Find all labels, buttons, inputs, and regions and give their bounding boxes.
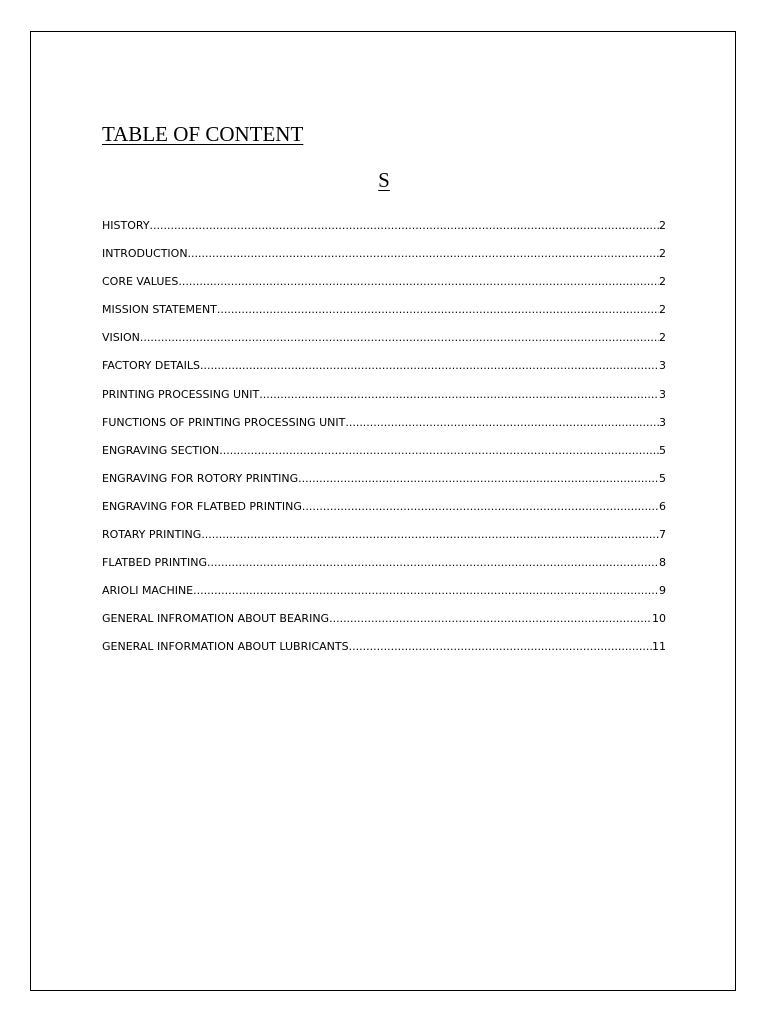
toc-entry[interactable] xyxy=(102,219,666,247)
toc-entry-label: FUNCTIONS OF PRINTING PROCESSING UNIT xyxy=(102,415,346,429)
toc-entry-label: CORE VALUES xyxy=(102,275,179,289)
toc-dot-leader xyxy=(217,303,659,316)
toc-dot-leader xyxy=(329,612,652,625)
toc-entry[interactable] xyxy=(102,556,666,584)
toc-dot-leader xyxy=(200,359,659,372)
toc-entry-label: HISTORY xyxy=(102,219,150,232)
toc-entry-page: 3 xyxy=(659,387,666,401)
toc-entry-label: FLATBED PRINTING xyxy=(102,556,208,570)
toc-entry-page: 2 xyxy=(659,247,666,261)
toc-dot-leader xyxy=(178,275,659,288)
toc-entry[interactable] xyxy=(102,247,666,275)
toc-entry-page: 11 xyxy=(652,640,666,654)
toc-entry-label: INTRODUCTION xyxy=(102,247,188,261)
table-of-contents xyxy=(102,219,666,669)
toc-entry-page: 7 xyxy=(659,528,666,542)
toc-entry[interactable] xyxy=(102,640,666,668)
page-title: TABLE OF CONTENT xyxy=(102,122,304,146)
toc-entry[interactable] xyxy=(102,331,666,359)
toc-entry[interactable] xyxy=(102,359,666,387)
toc-entry[interactable] xyxy=(102,416,666,444)
toc-entry-page: 6 xyxy=(659,499,666,513)
toc-dot-leader xyxy=(207,556,659,569)
toc-entry[interactable] xyxy=(102,612,666,640)
toc-dot-leader xyxy=(193,584,659,597)
toc-dot-leader xyxy=(201,528,659,541)
toc-dot-leader xyxy=(150,219,659,232)
toc-entry-page: 2 xyxy=(659,275,666,289)
toc-entry[interactable] xyxy=(102,275,666,303)
toc-entry-page: 2 xyxy=(659,219,666,232)
toc-dot-leader xyxy=(349,640,652,653)
toc-entry[interactable] xyxy=(102,388,666,416)
toc-entry-label: VISION xyxy=(102,331,140,345)
toc-entry[interactable] xyxy=(102,584,666,612)
toc-entry-label: PRINTING PROCESSING UNIT xyxy=(102,387,260,401)
toc-entry-page: 5 xyxy=(659,443,666,457)
toc-entry-label: GENERAL INFORMATION ABOUT LUBRICANTS xyxy=(102,640,349,654)
toc-entry[interactable] xyxy=(102,303,666,331)
toc-entry-page: 3 xyxy=(659,359,666,373)
toc-entry[interactable] xyxy=(102,444,666,472)
toc-dot-leader xyxy=(345,416,659,429)
toc-entry[interactable] xyxy=(102,500,666,528)
toc-dot-leader xyxy=(188,247,659,260)
toc-entry-page: 2 xyxy=(659,303,666,317)
toc-entry-label: MISSION STATEMENT xyxy=(102,303,217,317)
toc-dot-leader xyxy=(140,331,659,344)
toc-entry-label: ENGRAVING FOR FLATBED PRINTING xyxy=(102,499,302,513)
toc-dot-leader xyxy=(259,388,659,401)
toc-entry-label: ARIOLI MACHINE xyxy=(102,584,194,598)
toc-entry-page: 10 xyxy=(652,612,666,626)
toc-entry[interactable] xyxy=(102,472,666,500)
toc-dot-leader xyxy=(298,472,659,485)
toc-entry[interactable] xyxy=(102,528,666,556)
toc-entry-page: 8 xyxy=(659,556,666,570)
toc-entry-page: 3 xyxy=(659,415,666,429)
toc-entry-label: FACTORY DETAILS xyxy=(102,359,201,373)
toc-dot-leader xyxy=(219,444,659,457)
toc-entry-label: ROTARY PRINTING xyxy=(102,528,202,542)
toc-entry-page: 9 xyxy=(659,584,666,598)
toc-entry-label: GENERAL INFROMATION ABOUT BEARING xyxy=(102,612,330,626)
toc-dot-leader xyxy=(302,500,659,513)
toc-entry-page: 2 xyxy=(659,331,666,345)
toc-entry-page: 5 xyxy=(659,471,666,485)
page-title-continuation xyxy=(0,166,768,194)
page-title-continuation-text: S xyxy=(378,168,390,192)
toc-entry-label: ENGRAVING SECTION xyxy=(102,443,220,457)
toc-entry-label: ENGRAVING FOR ROTORY PRINTING xyxy=(102,471,299,485)
